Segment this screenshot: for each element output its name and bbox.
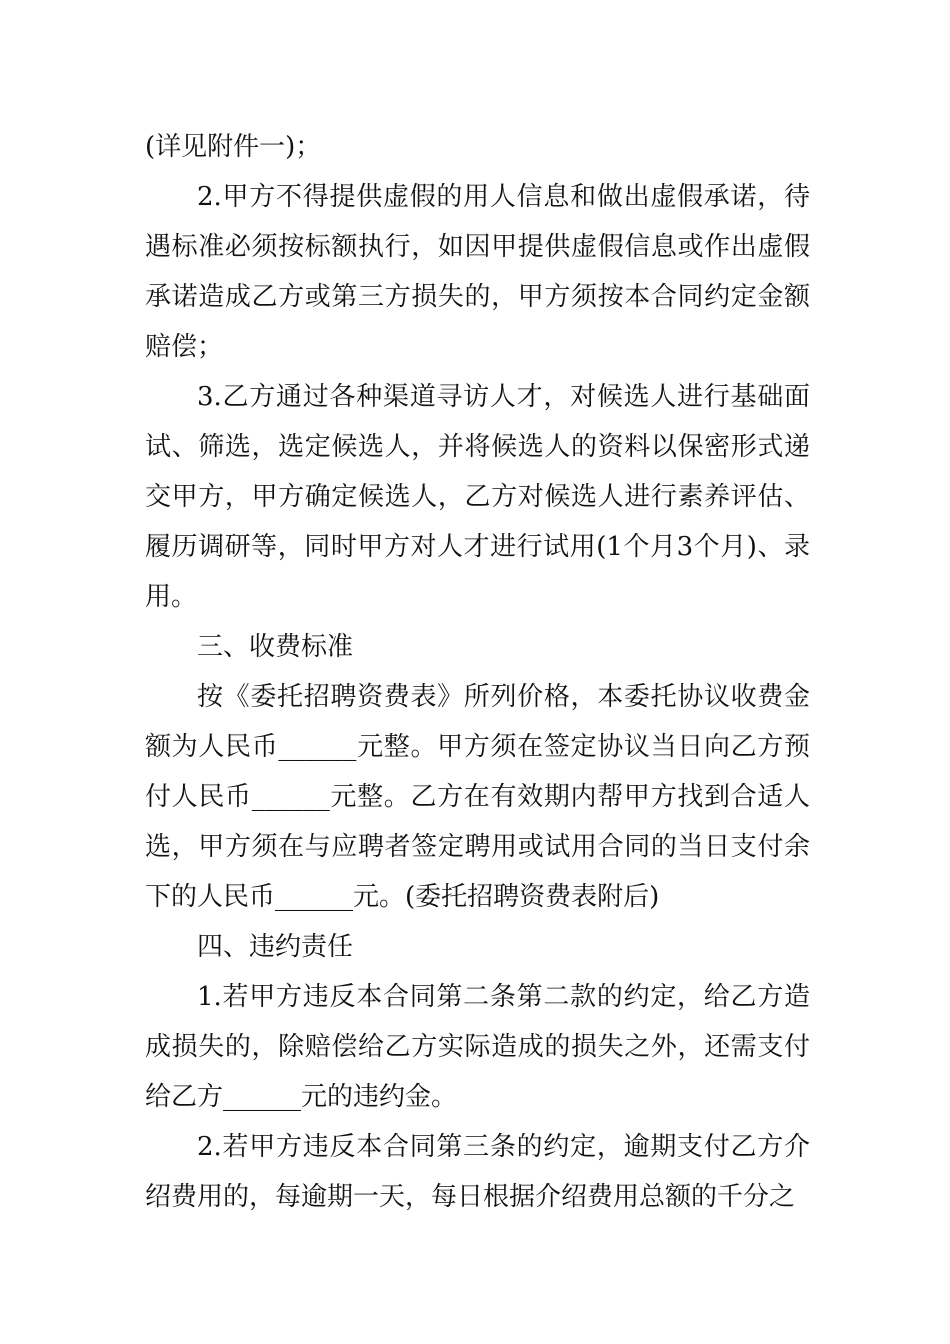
paragraph-liability-2: 2.若甲方违反本合同第三条的约定，逾期支付乙方介绍费用的，每逾期一天，每日根据介绍费用总额的千分之: [145, 1132, 810, 1212]
paragraph-clause-3: 3.乙方通过各种渠道寻访人才，对候选人进行基础面试、筛选，选定候选人，并将候选人的资料以保密形式递交甲方，甲方确定候选人，乙方对候选人进行素养评估、履历调研等，同时甲方对人才进行试用(1个月3个月)、录用。: [145, 382, 810, 612]
paragraph-fees: 按《委托招聘资费表》所列价格，本委托协议收费金额为人民币______元整。甲方须在签定协议当日向乙方预付人民币______元整。乙方在有效期内帮甲方找到合适人选，甲方须在与应聘者签定聘用或试用合同的当日支付余下的人民币______元。(委托招聘资费表附后): [145, 682, 810, 912]
section-heading-liability: 四、违约责任: [197, 932, 354, 962]
paragraph-attachment-note: (详见附件一)；: [145, 132, 322, 162]
paragraph-clause-2: 2.甲方不得提供虚假的用人信息和做出虚假承诺，待遇标准必须按标额执行，如因甲提供虚假信息或作出虚假承诺造成乙方或第三方损失的，甲方须按本合同约定金额赔偿；: [145, 182, 810, 362]
paragraph-liability-1: 1.若甲方违反本合同第二条第二款的约定，给乙方造成损失的，除赔偿给乙方实际造成的损失之外，还需支付给乙方______元的违约金。: [145, 982, 810, 1112]
document-body: [145, 122, 810, 1222]
section-heading-fees: 三、收费标准: [197, 632, 354, 662]
